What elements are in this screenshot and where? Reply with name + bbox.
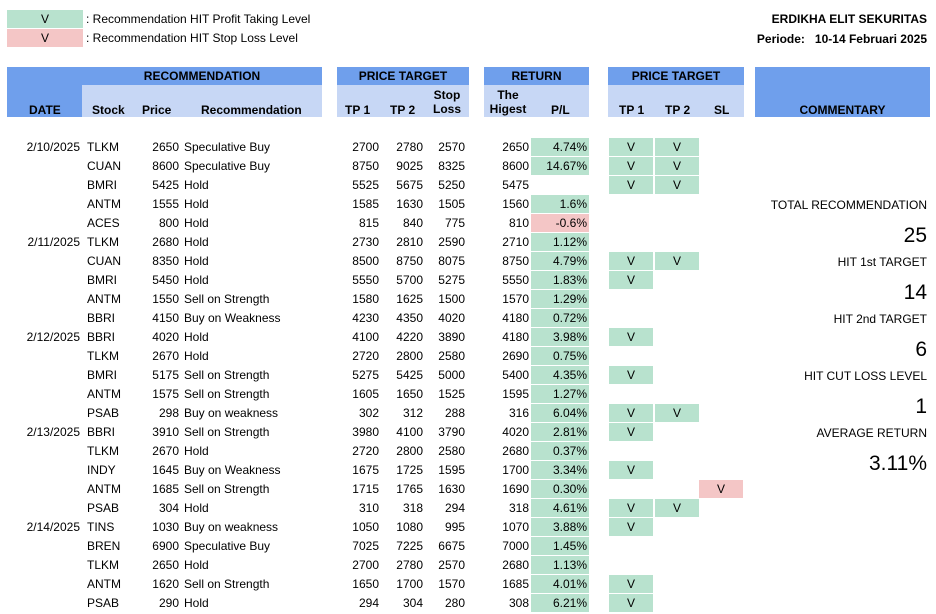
cell-highest: 1560 (502, 197, 529, 211)
cell-recommendation: Hold (184, 254, 209, 268)
cell-stop-loss: 5250 (438, 178, 465, 192)
header-price-target: PRICE TARGET (358, 69, 448, 83)
cell-highest: 5400 (502, 368, 529, 382)
cell-stop-loss: 4020 (438, 311, 465, 325)
stat-value: 6 (915, 338, 927, 361)
stat-value: 14 (903, 281, 927, 304)
cell-recommendation: Hold (184, 178, 209, 192)
cell-recommendation: Hold (184, 558, 209, 572)
cell-hit-tp1: V (609, 499, 653, 517)
cell-hit-tp2: V (655, 404, 699, 422)
cell-tp1: 2700 (352, 140, 379, 154)
cell-tp2: 5425 (396, 368, 423, 382)
cell-tp2: 2780 (396, 558, 423, 572)
header-tp1: TP 1 (345, 103, 371, 117)
cell-stop-loss: 1500 (438, 292, 465, 306)
cell-pl: 0.37% (531, 442, 589, 460)
stat-label: HIT 2nd TARGET (833, 312, 927, 326)
cell-recommendation: Hold (184, 596, 209, 610)
cell-recommendation: Hold (184, 197, 209, 211)
cell-hit-tp1: V (609, 575, 653, 593)
cell-pl: 3.34% (531, 461, 589, 479)
cell-recommendation: Sell on Strength (184, 577, 270, 591)
cell-stop-loss: 8075 (438, 254, 465, 268)
cell-recommendation: Sell on Strength (184, 425, 270, 439)
legend-mark: V (40, 31, 49, 45)
cell-stock: PSAB (87, 501, 120, 515)
cell-stop-loss: 3790 (438, 425, 465, 439)
period-value: 10-14 Februari 2025 (814, 32, 927, 46)
cell-price: 290 (158, 596, 179, 610)
cell-stock: ACES (87, 216, 120, 230)
cell-highest: 1595 (502, 387, 529, 401)
cell-tp1: 2730 (352, 235, 379, 249)
cell-hit-tp1: V (609, 176, 653, 194)
cell-stop-loss: 2580 (438, 444, 465, 458)
cell-hit-tp2: V (655, 499, 699, 517)
cell-price: 1575 (152, 387, 179, 401)
cell-hit-tp1: V (609, 404, 653, 422)
cell-stop-loss: 995 (444, 520, 465, 534)
header-hit-sl: SL (714, 103, 730, 117)
cell-hit-tp1: V (609, 594, 653, 612)
cell-highest: 4180 (502, 330, 529, 344)
legend-text-profit: : Recommendation HIT Profit Taking Level (86, 12, 311, 26)
cell-hit-tp2: V (655, 138, 699, 156)
cell-tp2: 1650 (396, 387, 423, 401)
cell-date: 2/10/2025 (26, 140, 80, 154)
cell-stock: BMRI (87, 273, 117, 287)
cell-recommendation: Speculative Buy (184, 539, 271, 553)
header-pl: P/L (551, 103, 570, 117)
cell-date: 2/14/2025 (26, 520, 80, 534)
cell-highest: 308 (508, 596, 529, 610)
cell-tp1: 4230 (352, 311, 379, 325)
header-recommendation-col: Recommendation (201, 103, 302, 117)
stat-value: 1 (915, 395, 927, 418)
cell-pl: 2.81% (531, 423, 589, 441)
cell-price: 4020 (152, 330, 179, 344)
cell-stock: PSAB (87, 406, 120, 420)
cell-pl: 4.79% (531, 252, 589, 270)
stat-value: 3.11% (869, 452, 927, 475)
cell-tp1: 2720 (352, 444, 379, 458)
cell-tp1: 2700 (352, 558, 379, 572)
cell-date (10, 309, 80, 328)
stat-label: HIT 1st TARGET (837, 255, 927, 269)
cell-hit-tp2: V (655, 176, 699, 194)
cell-pl: 0.30% (531, 480, 589, 498)
cell-stop-loss: 1505 (438, 197, 465, 211)
cell-stock: TLKM (87, 140, 120, 154)
cell-stock: ANTM (87, 577, 121, 591)
cell-tp1: 8500 (352, 254, 379, 268)
cell-recommendation: Buy on weakness (184, 520, 279, 534)
cell-price: 2670 (152, 444, 179, 458)
cell-tp1: 5525 (352, 178, 379, 192)
stat-label: HIT CUT LOSS LEVEL (804, 369, 927, 383)
cell-stop-loss: 5000 (438, 368, 465, 382)
cell-stock: TLKM (87, 558, 120, 572)
cell-date: 2/11/2025 (27, 235, 80, 249)
cell-pl: 4.61% (531, 499, 589, 517)
cell-date: 2/13/2025 (26, 425, 80, 439)
cell-price: 1555 (152, 197, 179, 211)
cell-date (10, 366, 80, 385)
cell-price: 1620 (152, 577, 179, 591)
cell-tp2: 1765 (396, 482, 423, 496)
cell-recommendation: Sell on Strength (184, 387, 270, 401)
cell-date (10, 499, 80, 518)
cell-highest: 1700 (502, 463, 529, 477)
cell-stock: ANTM (87, 292, 121, 306)
cell-date (10, 271, 80, 290)
legend-swatch-stoploss (7, 29, 83, 47)
cell-date (10, 537, 80, 556)
cell-pl: 1.27% (531, 385, 589, 403)
cell-price: 6900 (152, 539, 179, 553)
cell-pl: 4.35% (531, 366, 589, 384)
cell-tp1: 5275 (352, 368, 379, 382)
cell-recommendation: Hold (184, 235, 209, 249)
legend-mark: V (40, 12, 49, 26)
cell-hit-sl: V (699, 480, 743, 498)
cell-tp2: 2800 (396, 349, 423, 363)
cell-pl: 3.98% (531, 328, 589, 346)
cell-recommendation: Sell on Strength (184, 482, 270, 496)
cell-stop-loss: 2570 (438, 140, 465, 154)
cell-pl: 6.04% (531, 404, 589, 422)
cell-pl: 4.74% (531, 138, 589, 156)
cell-stock: TLKM (87, 235, 120, 249)
cell-recommendation: Hold (184, 349, 209, 363)
cell-tp2: 9025 (396, 159, 423, 173)
cell-tp2: 312 (402, 406, 423, 420)
cell-tp2: 318 (402, 501, 423, 515)
cell-tp1: 302 (358, 406, 379, 420)
cell-price: 5175 (152, 368, 179, 382)
cell-tp2: 1700 (396, 577, 423, 591)
cell-pl: 1.29% (531, 290, 589, 308)
cell-recommendation: Sell on Strength (184, 368, 270, 382)
cell-stop-loss: 3890 (438, 330, 465, 344)
cell-tp1: 5550 (352, 273, 379, 287)
cell-highest: 1070 (502, 520, 529, 534)
cell-highest: 8750 (502, 254, 529, 268)
cell-stop-loss: 1630 (438, 482, 465, 496)
cell-price: 304 (158, 501, 179, 515)
cell-tp2: 1080 (396, 520, 423, 534)
cell-date: 2/12/2025 (26, 330, 80, 344)
cell-recommendation: Hold (184, 501, 209, 515)
stat-label: AVERAGE RETURN (816, 426, 927, 440)
cell-highest: 4020 (502, 425, 529, 439)
cell-tp1: 4100 (352, 330, 379, 344)
period-label: Periode: (756, 32, 805, 46)
cell-highest: 2650 (502, 140, 529, 154)
cell-stock: BBRI (87, 330, 116, 344)
cell-hit-tp1: V (609, 138, 653, 156)
cell-highest: 4180 (502, 311, 529, 325)
cell-highest: 1570 (502, 292, 529, 306)
header-tp2: TP 2 (390, 103, 416, 117)
cell-highest: 2710 (502, 235, 529, 249)
cell-price: 1685 (152, 482, 179, 496)
cell-hit-tp1: V (609, 366, 653, 384)
cell-tp1: 1585 (352, 197, 379, 211)
cell-date (10, 195, 80, 214)
cell-price: 4150 (152, 311, 179, 325)
cell-date (10, 556, 80, 575)
cell-tp1: 7025 (352, 539, 379, 553)
cell-highest: 1690 (502, 482, 529, 496)
stat-value: 25 (903, 224, 927, 247)
cell-price: 8350 (152, 254, 179, 268)
header-commentary: COMMENTARY (799, 103, 886, 117)
cell-stock: ANTM (87, 482, 121, 496)
cell-pl: 4.01% (531, 575, 589, 593)
company-name: ERDIKHA ELIT SEKURITAS (771, 12, 927, 26)
cell-stock: BBRI (87, 425, 116, 439)
cell-pl: 1.45% (531, 537, 589, 555)
cell-highest: 1685 (502, 577, 529, 591)
header-highest: The Higest (489, 88, 527, 116)
cell-recommendation: Speculative Buy (184, 140, 271, 154)
cell-date (10, 404, 80, 423)
legend-swatch-profit (7, 10, 83, 28)
cell-stop-loss: 2570 (438, 558, 465, 572)
cell-price: 1030 (152, 520, 179, 534)
cell-stop-loss: 1525 (438, 387, 465, 401)
period (757, 32, 927, 46)
cell-stock: BBRI (87, 311, 116, 325)
cell-highest: 810 (508, 216, 529, 230)
cell-date (10, 176, 80, 195)
cell-date (10, 480, 80, 499)
cell-stop-loss: 775 (444, 216, 465, 230)
cell-highest: 7000 (502, 539, 529, 553)
cell-highest: 5475 (502, 178, 529, 192)
header-date: DATE (29, 103, 61, 117)
header-stop-loss: Stop Loss (432, 88, 461, 116)
cell-tp2: 2800 (396, 444, 423, 458)
cell-pl: 0.72% (531, 309, 589, 327)
cell-recommendation: Buy on Weakness (184, 311, 281, 325)
cell-tp1: 310 (358, 501, 379, 515)
cell-tp2: 2810 (396, 235, 423, 249)
header-hit-target: PRICE TARGET (631, 69, 721, 83)
cell-pl: 14.67% (531, 157, 589, 175)
cell-hit-tp2: V (655, 157, 699, 175)
cell-recommendation: Speculative Buy (184, 159, 271, 173)
cell-stock: BREN (87, 539, 121, 553)
cell-pl: 6.21% (531, 594, 589, 612)
cell-stop-loss: 280 (444, 596, 465, 610)
cell-stop-loss: 294 (444, 501, 465, 515)
cell-date (10, 290, 80, 309)
cell-price: 800 (158, 216, 179, 230)
cell-hit-tp1: V (609, 157, 653, 175)
cell-price: 2680 (152, 235, 179, 249)
cell-tp1: 1605 (352, 387, 379, 401)
cell-highest: 5550 (502, 273, 529, 287)
cell-tp1: 1580 (352, 292, 379, 306)
cell-tp2: 1625 (396, 292, 423, 306)
cell-recommendation: Buy on weakness (184, 406, 279, 420)
cell-price: 298 (158, 406, 179, 420)
cell-stock: CUAN (87, 254, 122, 268)
cell-tp2: 8750 (396, 254, 423, 268)
cell-stock: TINS (87, 520, 115, 534)
cell-tp2: 1630 (396, 197, 423, 211)
header-stock: Stock (92, 103, 125, 117)
cell-recommendation: Buy on Weakness (184, 463, 281, 477)
cell-tp1: 815 (358, 216, 379, 230)
cell-pl: 1.13% (531, 556, 589, 574)
cell-date (10, 575, 80, 594)
cell-tp1: 1050 (352, 520, 379, 534)
cell-price: 1645 (152, 463, 179, 477)
cell-pl: 1.12% (531, 233, 589, 251)
cell-price: 3910 (152, 425, 179, 439)
cell-price: 5425 (152, 178, 179, 192)
cell-tp1: 1715 (352, 482, 379, 496)
cell-pl (531, 176, 589, 194)
cell-stop-loss: 1570 (438, 577, 465, 591)
cell-tp2: 4100 (396, 425, 423, 439)
cell-stop-loss: 6675 (438, 539, 465, 553)
cell-hit-tp2: V (655, 252, 699, 270)
cell-tp2: 7225 (396, 539, 423, 553)
cell-pl: 0.75% (531, 347, 589, 365)
cell-price: 1550 (152, 292, 179, 306)
header-hit-tp1: TP 1 (619, 103, 645, 117)
cell-date (10, 461, 80, 480)
cell-price: 2650 (152, 558, 179, 572)
cell-recommendation: Hold (184, 330, 209, 344)
cell-tp1: 1675 (352, 463, 379, 477)
cell-stock: TLKM (87, 444, 120, 458)
cell-tp1: 2720 (352, 349, 379, 363)
stat-label: TOTAL RECOMMENDATION (770, 198, 927, 212)
cell-tp1: 294 (358, 596, 379, 610)
cell-stop-loss: 8325 (438, 159, 465, 173)
cell-stock: PSAB (87, 596, 120, 610)
cell-tp2: 1725 (396, 463, 423, 477)
cell-recommendation: Hold (184, 216, 209, 230)
cell-highest: 318 (508, 501, 529, 515)
cell-tp2: 5700 (396, 273, 423, 287)
cell-tp1: 3980 (352, 425, 379, 439)
cell-pl: -0.6% (531, 214, 589, 232)
cell-stop-loss: 1595 (438, 463, 465, 477)
legend-text-stoploss: : Recommendation HIT Stop Loss Level (86, 31, 298, 45)
cell-hit-tp1: V (609, 423, 653, 441)
cell-stock: ANTM (87, 197, 121, 211)
cell-tp2: 2780 (396, 140, 423, 154)
cell-recommendation: Hold (184, 273, 209, 287)
cell-hit-tp1: V (609, 252, 653, 270)
cell-hit-tp1: V (609, 271, 653, 289)
cell-highest: 2680 (502, 558, 529, 572)
cell-stop-loss: 5275 (438, 273, 465, 287)
cell-stock: BMRI (87, 178, 117, 192)
cell-stop-loss: 2580 (438, 349, 465, 363)
cell-date (10, 214, 80, 233)
cell-hit-tp1: V (609, 461, 653, 479)
cell-pl: 1.6% (531, 195, 589, 213)
cell-tp2: 304 (402, 596, 423, 610)
header-hit-tp2: TP 2 (665, 103, 691, 117)
cell-date (10, 252, 80, 271)
cell-tp2: 4350 (396, 311, 423, 325)
cell-stop-loss: 2590 (438, 235, 465, 249)
cell-highest: 8600 (502, 159, 529, 173)
cell-highest: 316 (508, 406, 529, 420)
cell-tp1: 8750 (352, 159, 379, 173)
cell-stop-loss: 288 (444, 406, 465, 420)
cell-stock: CUAN (87, 159, 122, 173)
cell-recommendation: Sell on Strength (184, 292, 270, 306)
cell-pl: 1.83% (531, 271, 589, 289)
cell-date (10, 442, 80, 461)
cell-date (10, 594, 80, 613)
cell-highest: 2680 (502, 444, 529, 458)
cell-tp2: 4220 (396, 330, 423, 344)
cell-stock: TLKM (87, 349, 120, 363)
cell-tp2: 5675 (396, 178, 423, 192)
cell-date (10, 347, 80, 366)
header-return: RETURN (511, 69, 562, 83)
header-recommendation: RECOMMENDATION (143, 69, 261, 83)
cell-date (10, 157, 80, 176)
cell-price: 2670 (152, 349, 179, 363)
cell-pl: 3.88% (531, 518, 589, 536)
cell-stock: BMRI (87, 368, 117, 382)
cell-stock: ANTM (87, 387, 121, 401)
cell-highest: 2690 (502, 349, 529, 363)
header-price: Price (142, 103, 172, 117)
cell-price: 8600 (152, 159, 179, 173)
cell-price: 5450 (152, 273, 179, 287)
cell-date (10, 385, 80, 404)
cell-hit-tp1: V (609, 518, 653, 536)
cell-hit-tp1: V (609, 328, 653, 346)
cell-stock: INDY (87, 463, 116, 477)
cell-tp2: 840 (402, 216, 423, 230)
cell-tp1: 1650 (352, 577, 379, 591)
cell-recommendation: Hold (184, 444, 209, 458)
cell-price: 2650 (152, 140, 179, 154)
